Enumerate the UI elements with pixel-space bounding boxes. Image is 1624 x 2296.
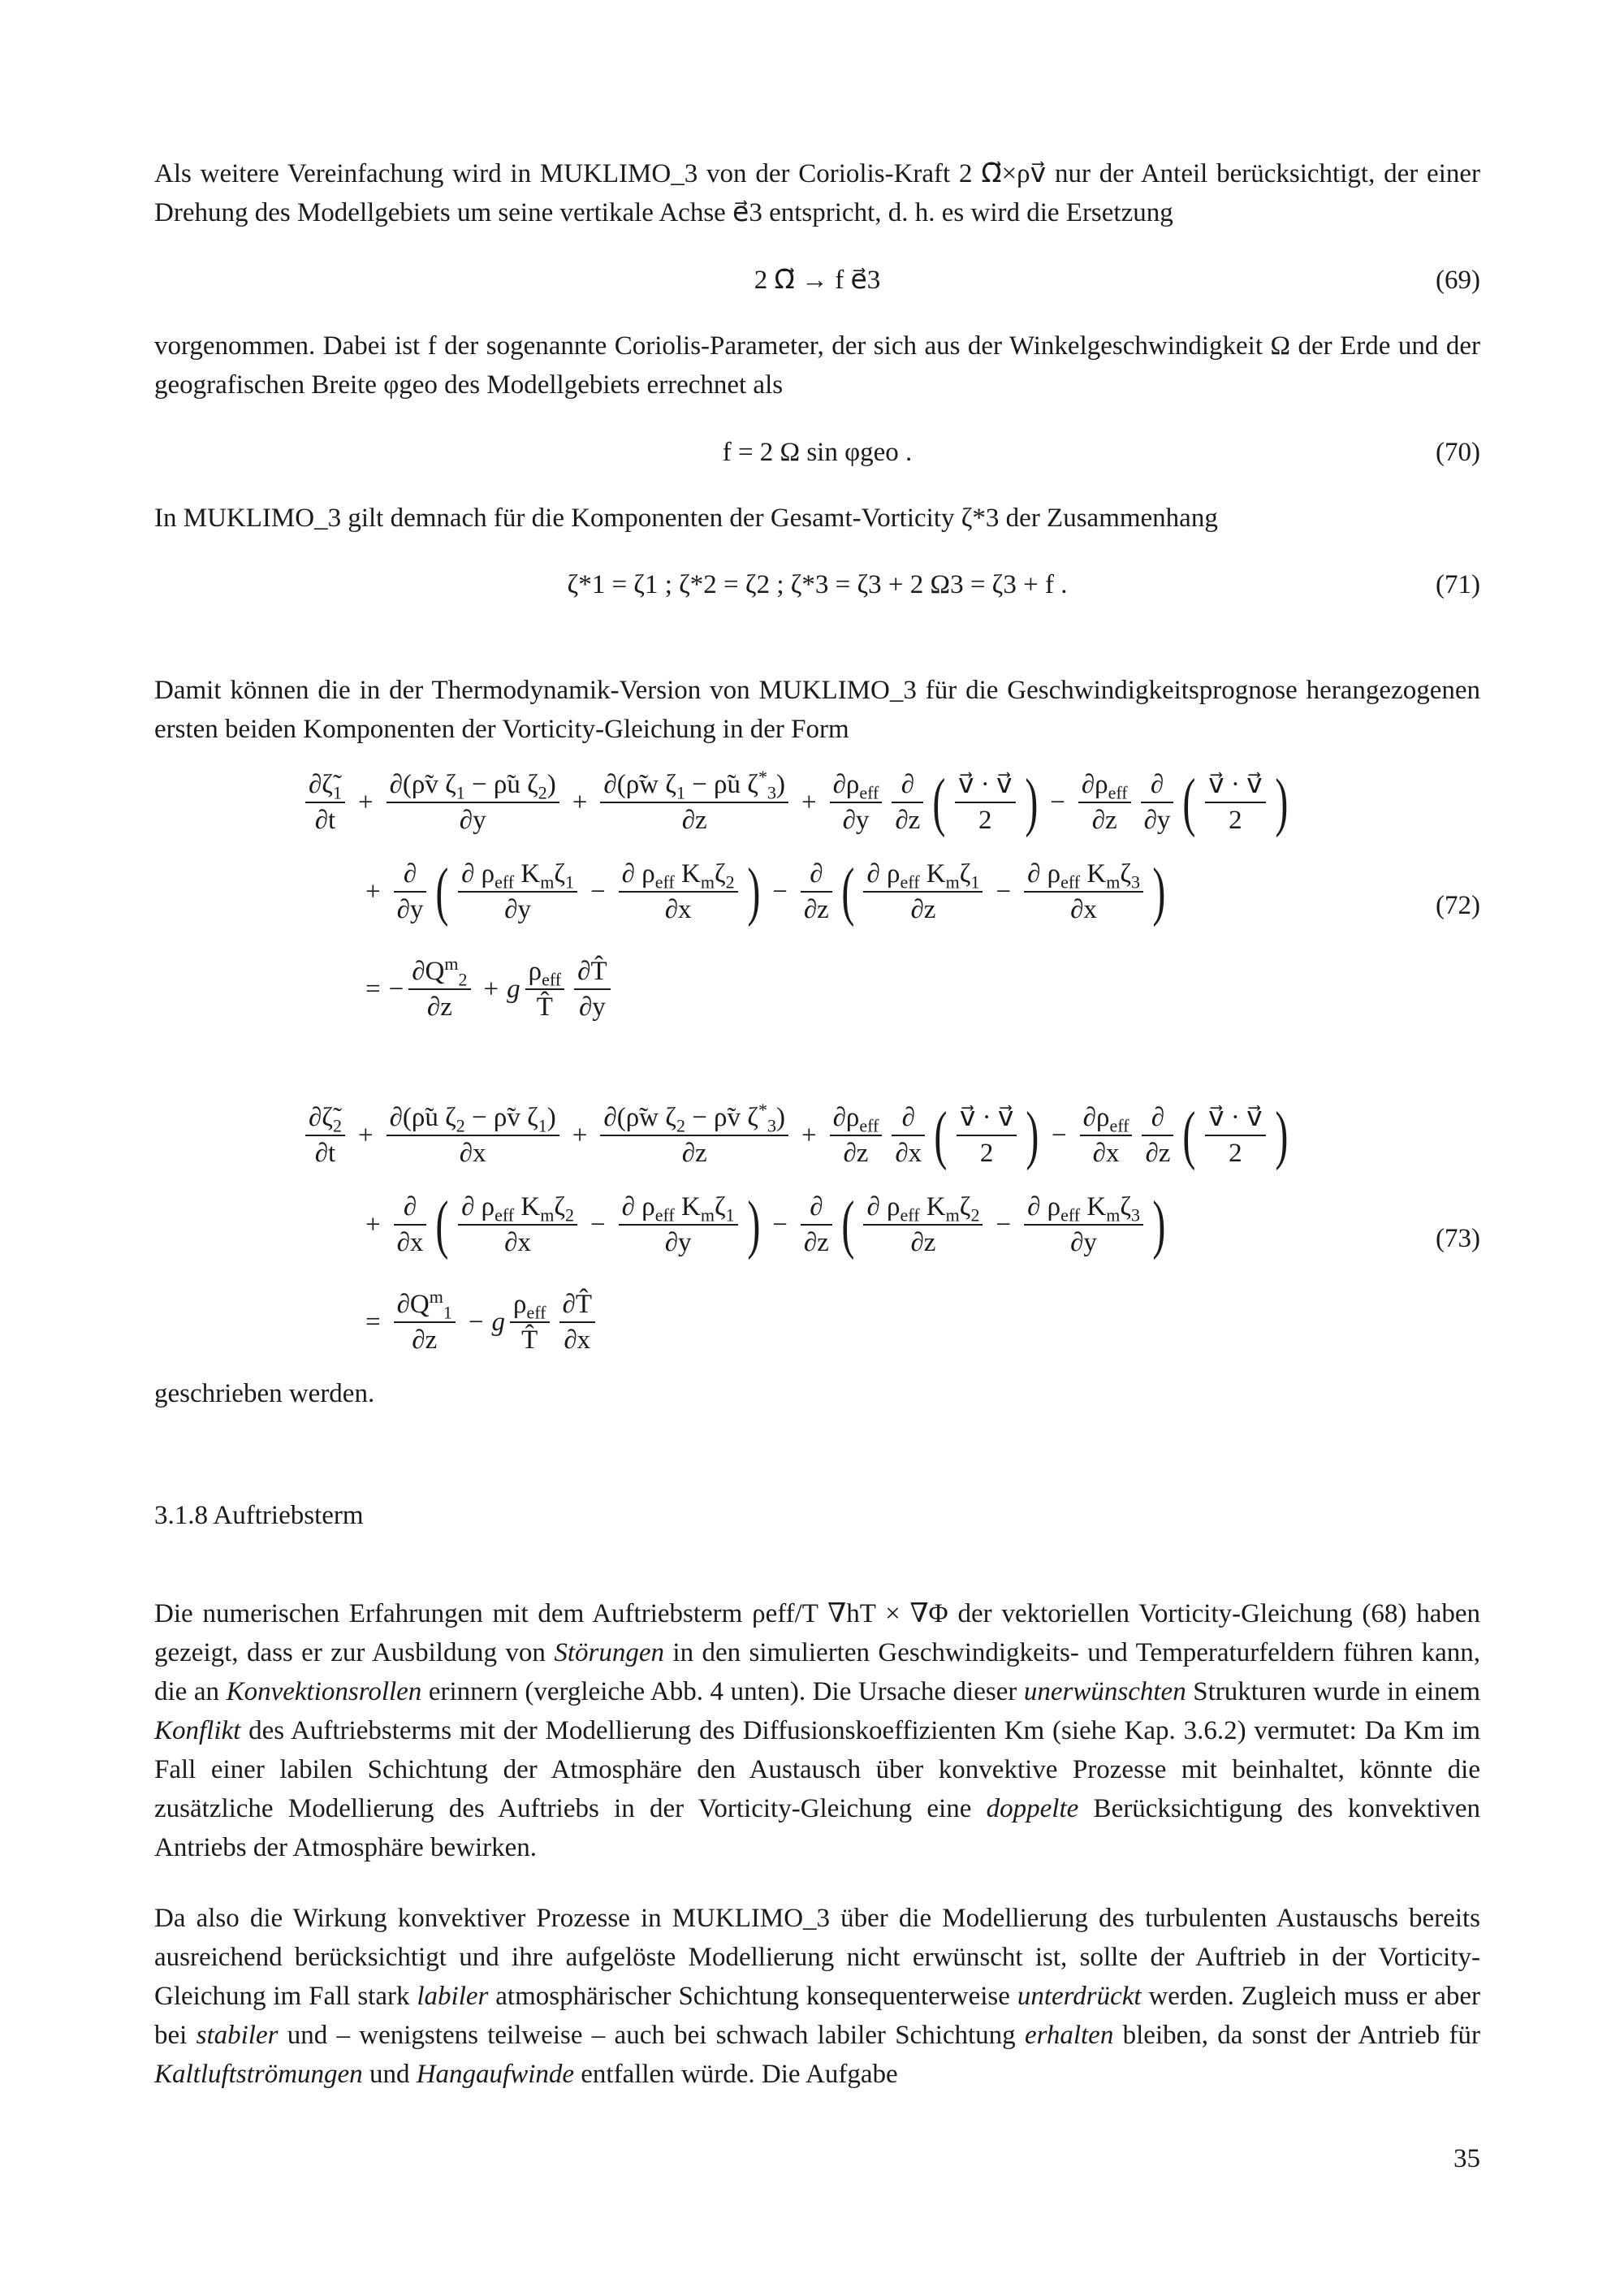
equation-72 xyxy=(154,767,1480,1044)
equation-69-body: 2 Ω⃗ → f e⃗3 xyxy=(754,266,881,295)
equation-73-number: (73) xyxy=(1436,1224,1480,1253)
equation-72-number: (72) xyxy=(1436,891,1480,920)
equation-72-line-1: $\partial\zetã_1$ ∂t + $\frac{\partial(\rhõv \zeta_1 - \rhõu \zeta_2)}{\partial y}$ + $\frac{\partial(\rhõw \zeta_1 - \rhõu \zeta^*_3)}{\partial z}$ + $\partial\rho_{eff}$ ∂y ∂ ∂z ( v⃗ · v⃗ 2 ) − $\partial\rho_{eff}$ ∂z ∂ ∂y ( v⃗ · v⃗ 2 ) xyxy=(300,767,1292,837)
equation-73-line-1: $\partial\zetã_2$ ∂t + $\frac{\partial(\rhõu \zeta_2 - \rhõv \zeta_1)}{\partial x}$ + $\frac{\partial(\rhõw \zeta_2 - \rhõv \zeta^*_3)}{\partial z}$ + $\partial\rho_{eff}$ ∂z ∂ ∂x ( v⃗ · v⃗ 2 ) − $\partial\rho_{eff}$ ∂x ∂ ∂z ( v⃗ · v⃗ 2 ) xyxy=(300,1100,1292,1170)
equation-69 xyxy=(154,256,1480,305)
equation-69-number: (69) xyxy=(1436,266,1480,295)
paragraph-coriolis-intro: Als weitere Vereinfachung wird in MUKLIMO_3 von der Coriolis-Kraft 2 Ω⃗×ρv⃗ nur der Anteil berücksichtigt, der einer Drehung des Modellgebiets um seine vertikale Achse e⃗3 entspricht, d. h. es wird die Ersetzung xyxy=(154,159,1480,227)
equation-73-line-3: = $\frac{\partial Q^m_1}{\partial z}$ − g $\rho_{eff}$ T̂ ∂T̂ ∂x xyxy=(357,1287,600,1357)
section-heading: 3.1.8 Auftriebsterm xyxy=(154,1501,364,1530)
equation-71-number: (71) xyxy=(1436,570,1480,599)
equation-72-line-2: + ∂ ∂y ( ∂ $\rho_{eff}$ $K_m\zeta_1$ ∂y − ∂ $\rho_{eff}$ $K_m\zeta_2$ ∂x ) − ∂ ∂z ( ∂ $\rho_{eff}$ $K_m\zeta_1$ ∂z − ∂ $\rho_{eff}$ $K_m\zeta_3$ ∂x ) xyxy=(365,856,1166,927)
paragraph-buoyancy-term: Die numerischen Erfahrungen mit dem Auftriebsterm ρeff/T ∇hT × ∇Φ der vektoriellen Vorticity-Gleichung (68) haben gezeigt, dass er zur Ausbildung von Störungen in den simulierten Geschwindigkeits- und Temperaturfeldern führen kann, die an Konvektionsrollen erinnern (vergleiche Abb. 4 unten). Die Ursache dieser unerwünschten Strukturen wurde in einem Konflikt des Auftriebsterms mit der Modellierung des Diffusionskoeffizienten Km (siehe Kap. 3.6.2) vermutet: Da Km im Fall einer labilen Schichtung der Atmosphäre den Austausch über konvektive Prozesse mit beinhaltet, könnte die zusätzliche Modellierung des Auftriebs in der Vorticity-Gleichung eine doppelte Berücksichtigung des konvektiven Antriebs der Atmosphäre bewirken. xyxy=(154,1599,1480,1862)
equation-72-line-3: = − $\frac{\partial Q^m_2}{\partial z}$ + g $\rho_{eff}$ T̂ ∂T̂ ∂y xyxy=(357,954,615,1024)
paragraph-convective-processes: Da also die Wirkung konvektiver Prozesse in MUKLIMO_3 über die Modellierung des turbulenten Austauschs bereits ausreichend berücksichtigt und ihre aufgelöste Modellierung nicht erwünscht ist, sollte der Auftrieb in der Vorticity-Gleichung im Fall stark labiler atmosphärischer Schichtung konsequenterweise unterdrückt werden. Zugleich muss er aber bei stabiler und – wenigstens teilweise – auch bei schwach labiler Schichtung erhalten bleiben, da sonst der Antrieb für Kaltluftströmungen und Hangaufwinde entfallen würde. Die Aufgabe xyxy=(154,1904,1480,2089)
page-number: 35 xyxy=(1453,2144,1480,2173)
equation-70-number: (70) xyxy=(1436,438,1480,467)
equation-73 xyxy=(154,1100,1480,1377)
paragraph-vorticity-equation-intro: Damit können die in der Thermodynamik-Version von MUKLIMO_3 für die Geschwindigkeitsprognose herangezogenen ersten beiden Komponenten der Vorticity-Gleichung in der Form xyxy=(154,676,1480,744)
equation-71 xyxy=(154,560,1480,609)
equation-71-body: ζ*1 = ζ1 ; ζ*2 = ζ2 ; ζ*3 = ζ3 + 2 Ω3 = ζ3 + f . xyxy=(567,570,1068,599)
paragraph-written: geschrieben werden. xyxy=(154,1379,375,1408)
equation-70-body: f = 2 Ω sin φgeo . xyxy=(722,438,913,467)
equation-73-line-2: + ∂ ∂x ( ∂ $\rho_{eff}$ $K_m\zeta_2$ ∂x − ∂ $\rho_{eff}$ $K_m\zeta_1$ ∂y ) − ∂ ∂z ( ∂ $\rho_{eff}$ $K_m\zeta_2$ ∂z − ∂ $\rho_{eff}$ $K_m\zeta_3$ ∂y ) xyxy=(365,1189,1166,1260)
paragraph-total-vorticity: In MUKLIMO_3 gilt demnach für die Komponenten der Gesamt-Vorticity ζ*3 der Zusammenhang xyxy=(154,504,1218,533)
equation-70 xyxy=(154,428,1480,477)
paragraph-coriolis-parameter: vorgenommen. Dabei ist f der sogenannte Coriolis-Parameter, der sich aus der Winkelgeschwindigkeit Ω der Erde und der geografischen Breite φgeo des Modellgebiets errechnet als xyxy=(154,331,1480,400)
